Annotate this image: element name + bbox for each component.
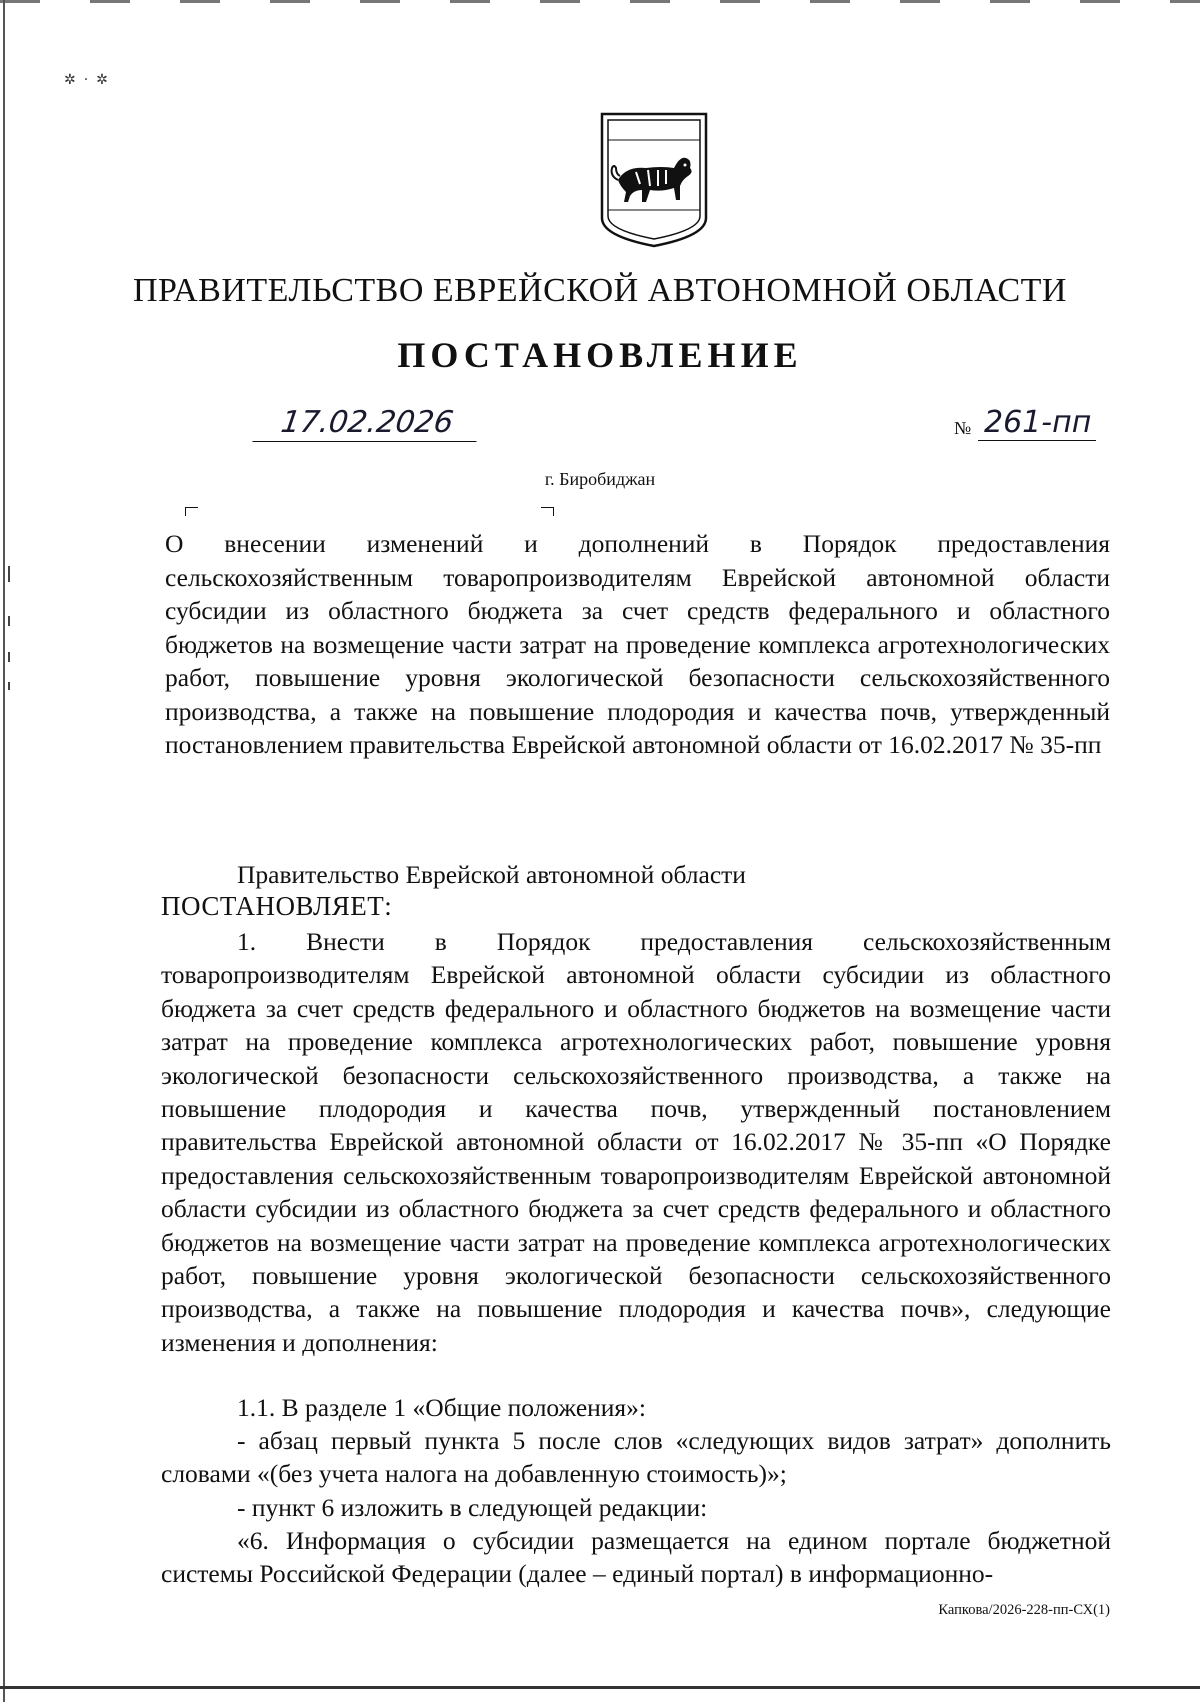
scan-tick — [8, 652, 10, 662]
paragraph-punkt-6: - пункт 6 изложить в следующей редакции: — [237, 1493, 708, 1522]
scan-edge-bottom — [0, 1686, 1200, 1689]
document-number-value: 261-пп — [978, 405, 1096, 441]
footer-code: Капкова/2026-228-пп-СХ(1) — [938, 1602, 1110, 1618]
subject-bracket-left — [185, 507, 198, 516]
scan-marks: ✲·✲ — [64, 72, 116, 88]
organization-title: ПРАВИТЕЛЬСТВО ЕВРЕЙСКОЙ АВТОНОМНОЙ ОБЛАСТИ — [132, 272, 1067, 309]
paragraph-abzac: - абзац первый пункта 5 после слов «следующих видов затрат» дополнить словами «(без учета налога на добавленную стоимость)»; — [161, 1426, 1111, 1489]
number-label: № — [954, 418, 972, 438]
document-date: 17.02.2026 — [252, 405, 481, 442]
paragraph-info: «6. Информация о субсидии размещается на едином портале бюджетной системы Российской Федерации (далее – единый портал) в информационно- — [161, 1526, 1111, 1589]
scan-tick — [8, 616, 10, 626]
government-line: Правительство Еврейской автономной области — [237, 860, 746, 889]
paragraph-item-1-1: 1.1. В разделе 1 «Общие положения»: — [237, 1393, 646, 1422]
tiger-coat-of-arms-icon — [596, 110, 712, 250]
scan-edge-top — [0, 0, 1200, 3]
city: г. Биробиджан — [544, 469, 656, 489]
paragraph-item-1: 1. Внести в Порядок предоставления сельскохозяйственным товаропроизводителям Еврейской автономной области субсидии из областного бюджета за счет средств федерального и областного бюджетов на возмещение части затрат на проведение комплекса агротехнологических работ, повышение уровня экологической безопасности сельскохозяйственного производства, а также на повышение плодородия и качества почв, утвержденный постановлением правительства Еврейской автономной области от 16.02.2017 № 35-пп «О Порядке предоставления сельскохозяйственным товаропроизводителям Еврейской автономной области субсидии из областного бюджета за счет средств федерального и областного бюджетов на возмещение части затрат на проведение комплекса агротехнологических работ, повышение уровня экологической безопасности сельскохозяйственного производства, а также на повышение плодородия и качества почв», следующие изменения и дополнения: — [161, 927, 1111, 1357]
document-number — [954, 405, 1104, 441]
document-type: ПОСТАНОВЛЕНИЕ — [397, 335, 803, 375]
scan-edge-left — [3, 0, 5, 1702]
subject-bracket-right — [541, 507, 554, 516]
document-subject: О внесении изменений и дополнений в Порядок предоставления сельскохозяйственным товаропроизводителям Еврейской автономной области субсидии из областного бюджета за счет средств федерального и областного бюджетов на возмещение части затрат на проведение комплекса агротехнологических работ, повышение уровня экологической безопасности сельскохозяйственного производства, а также на повышение плодородия и качества почв, утвержденный постановлением правительства Еврейской автономной области от 16.02.2017 № 35-пп — [165, 529, 1110, 759]
scan-tick — [8, 682, 10, 690]
resolves-line: ПОСТАНОВЛЯЕТ: — [161, 891, 393, 921]
scan-tick — [8, 566, 10, 582]
